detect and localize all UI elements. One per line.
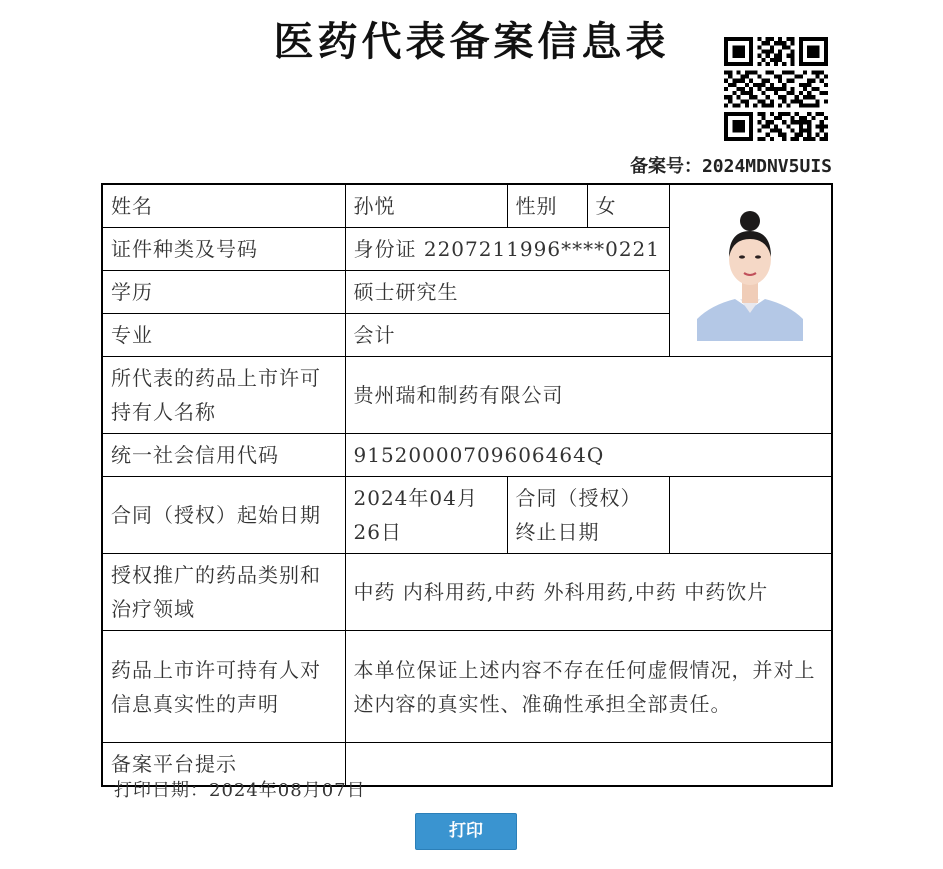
holder-label: 所代表的药品上市许可持有人名称 [102,357,345,434]
name-value: 孙悦 [345,184,507,228]
print-date: 打印日期：2024年08月07日 [114,780,366,801]
table-row [102,477,832,554]
holder-value: 贵州瑞和制药有限公司 [345,357,832,434]
start-date-label: 合同（授权）起始日期 [102,477,345,554]
info-table [101,183,833,787]
scope-label: 授权推广的药品类别和治疗领域 [102,554,345,631]
end-date-value [669,477,832,554]
education-label: 学历 [102,271,345,314]
notice-label: 备案平台提示 [102,743,345,787]
person-photo [697,201,803,341]
gender-label: 性别 [507,184,587,228]
credit-code-label: 统一社会信用代码 [102,434,345,477]
scope-value: 中药 内科用药,中药 外科用药,中药 中药饮片 [345,554,832,631]
id-label: 证件种类及号码 [102,228,345,271]
education-value: 硕士研究生 [345,271,669,314]
id-value: 身份证 2207211996****0221 [345,228,669,271]
print-button[interactable]: 打印 [415,813,517,850]
table-row [102,554,832,631]
filing-number-value: 2024MDNV5UIS [701,156,832,177]
end-date-label: 合同（授权）终止日期 [507,477,669,554]
credit-code-value: 91520000709606464Q [345,434,832,477]
qr-code-icon [724,37,828,141]
filing-number [600,152,832,178]
photo-cell [669,184,832,357]
page-title: 医药代表备案信息表 [273,19,670,65]
table-row [102,434,832,477]
table-row [102,631,832,743]
declaration-value: 本单位保证上述内容不存在任何虚假情况，并对上述内容的真实性、准确性承担全部责任。 [345,631,832,743]
declaration-label: 药品上市许可持有人对信息真实性的声明 [102,631,345,743]
table-row [102,184,832,228]
name-label: 姓名 [102,184,345,228]
start-date-value: 2024年04月26日 [345,477,507,554]
major-label: 专业 [102,314,345,357]
notice-value [345,743,832,787]
table-row [102,357,832,434]
filing-number-label: 备案号： [629,156,702,177]
major-value: 会计 [345,314,669,357]
gender-value: 女 [587,184,669,228]
